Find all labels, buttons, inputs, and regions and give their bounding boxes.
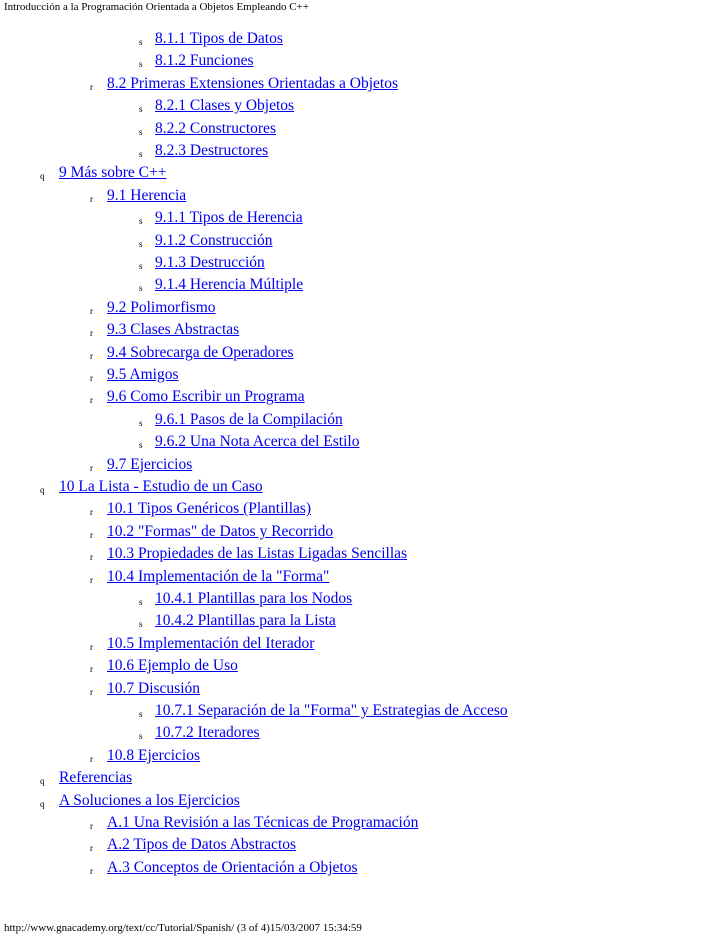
toc-link[interactable]: 8.1.2 Funciones xyxy=(155,52,254,70)
list-bullet-icon: r xyxy=(90,865,93,876)
toc-link[interactable]: A.2 Tipos de Datos Abstractos xyxy=(107,836,297,854)
toc-link[interactable]: 9.5 Amigos xyxy=(107,366,179,383)
page-footer-url: http://www.gnacademy.org/text/cc/Tutorial/Spanish/ (3 of 4)15/03/2007 15:34:59 xyxy=(4,922,362,934)
list-bullet-icon: s xyxy=(139,709,143,719)
list-bullet-icon: s xyxy=(139,59,143,70)
list-bullet-icon: r xyxy=(90,507,93,518)
toc-link[interactable]: 9.6.1 Pasos de la Compilación xyxy=(155,410,343,428)
list-bullet-icon: s xyxy=(139,126,143,137)
toc-link[interactable]: 9.2 Polimorfismo xyxy=(107,298,216,316)
list-bullet-icon: r xyxy=(90,373,93,383)
list-bullet-icon: s xyxy=(139,731,143,742)
list-bullet-icon: s xyxy=(139,261,143,271)
toc-link[interactable]: A.3 Conceptos de Orientación a Objetos xyxy=(107,858,358,876)
toc-link[interactable]: 10 La Lista - Estudio de un Caso xyxy=(59,478,263,495)
toc-link[interactable]: 10.8 Ejercicios xyxy=(107,746,200,764)
toc-link[interactable]: A.1 Una Revisión a las Técnicas de Programación xyxy=(107,814,419,831)
toc-link[interactable]: 10.2 "Formas" de Datos y Recorrido xyxy=(107,522,334,540)
toc-link[interactable]: 10.7.2 Iteradores xyxy=(155,724,260,742)
list-bullet-icon: q xyxy=(40,798,45,809)
list-bullet-icon: s xyxy=(139,37,143,47)
toc-link[interactable]: Referencias xyxy=(59,769,133,787)
list-bullet-icon: s xyxy=(139,216,143,227)
list-bullet-icon: r xyxy=(90,350,93,361)
list-bullet-icon: r xyxy=(90,395,93,406)
toc-link[interactable]: 8.2 Primeras Extensiones Orientadas a Objetos xyxy=(107,74,398,92)
list-bullet-icon: q xyxy=(40,485,45,495)
toc-link[interactable]: 9.1.4 Herencia Múltiple xyxy=(155,276,304,294)
page-header-title: Introducción a la Programación Orientada a Objetos Empleando C++ xyxy=(4,1,310,13)
list-bullet-icon: s xyxy=(139,149,143,159)
toc-link[interactable]: 10.4 Implementación de la "Forma" xyxy=(107,567,330,585)
list-bullet-icon: r xyxy=(90,686,93,697)
list-bullet-icon: q xyxy=(40,776,45,787)
list-bullet-icon: s xyxy=(139,440,143,451)
list-bullet-icon: r xyxy=(90,552,93,563)
list-bullet-icon: s xyxy=(139,238,143,249)
list-bullet-icon: s xyxy=(139,619,143,630)
toc-link[interactable]: 9.3 Clases Abstractas xyxy=(107,321,240,339)
toc-link[interactable]: 8.2.3 Destructores xyxy=(155,142,269,159)
toc-link[interactable]: 10.1 Tipos Genéricos (Plantillas) xyxy=(107,500,312,518)
toc-link[interactable]: 10.6 Ejemplo de Uso xyxy=(107,657,238,675)
list-bullet-icon: r xyxy=(90,529,93,540)
toc-link[interactable]: 9.1.2 Construcción xyxy=(155,231,273,249)
toc-link[interactable]: 10.5 Implementación del Iterador xyxy=(107,634,315,652)
list-bullet-icon: r xyxy=(90,328,93,339)
toc-link[interactable]: 10.4.2 Plantillas para la Lista xyxy=(155,612,336,630)
list-bullet-icon: s xyxy=(139,597,143,607)
toc-link[interactable]: 9.1 Herencia xyxy=(107,186,187,204)
list-bullet-icon: r xyxy=(90,193,93,204)
toc-link[interactable]: 9.6 Como Escribir un Programa xyxy=(107,388,305,406)
list-bullet-icon: r xyxy=(90,81,93,92)
toc-link[interactable]: 8.2.2 Constructores xyxy=(155,119,276,137)
list-bullet-icon: s xyxy=(139,283,143,294)
toc-link[interactable]: 9.1.1 Tipos de Herencia xyxy=(155,209,303,227)
toc-link[interactable]: 10.7 Discusión xyxy=(107,679,200,697)
toc-link[interactable]: 10.4.1 Plantillas para los Nodos xyxy=(155,590,353,607)
toc-link[interactable]: 10.3 Propiedades de las Listas Ligadas Sencillas xyxy=(107,545,408,563)
list-bullet-icon: r xyxy=(90,574,93,585)
toc-link[interactable]: 9.4 Sobrecarga de Operadores xyxy=(107,343,294,361)
toc-link[interactable]: 10.7.1 Separación de la "Forma" y Estrategias de Acceso xyxy=(155,702,508,719)
list-bullet-icon: r xyxy=(90,641,93,652)
toc-link[interactable]: 9.7 Ejercicios xyxy=(107,455,193,473)
toc-link[interactable]: A Soluciones a los Ejercicios xyxy=(59,791,240,809)
toc-link[interactable]: 9.1.3 Destrucción xyxy=(155,254,265,271)
toc-link[interactable]: 8.1.1 Tipos de Datos xyxy=(155,30,283,47)
list-bullet-icon: s xyxy=(139,417,143,428)
list-bullet-icon: r xyxy=(90,305,93,316)
list-bullet-icon: r xyxy=(90,821,93,831)
toc-link[interactable]: 8.2.1 Clases y Objetos xyxy=(155,97,295,115)
list-bullet-icon: r xyxy=(90,664,93,675)
toc-link[interactable]: 9.6.2 Una Nota Acerca del Estilo xyxy=(155,433,360,451)
list-bullet-icon: s xyxy=(139,104,143,115)
list-bullet-icon: r xyxy=(90,462,93,473)
toc-link[interactable]: 9 Más sobre C++ xyxy=(59,164,167,182)
list-bullet-icon: r xyxy=(90,753,93,764)
list-bullet-icon: q xyxy=(40,171,45,182)
list-bullet-icon: r xyxy=(90,843,93,854)
